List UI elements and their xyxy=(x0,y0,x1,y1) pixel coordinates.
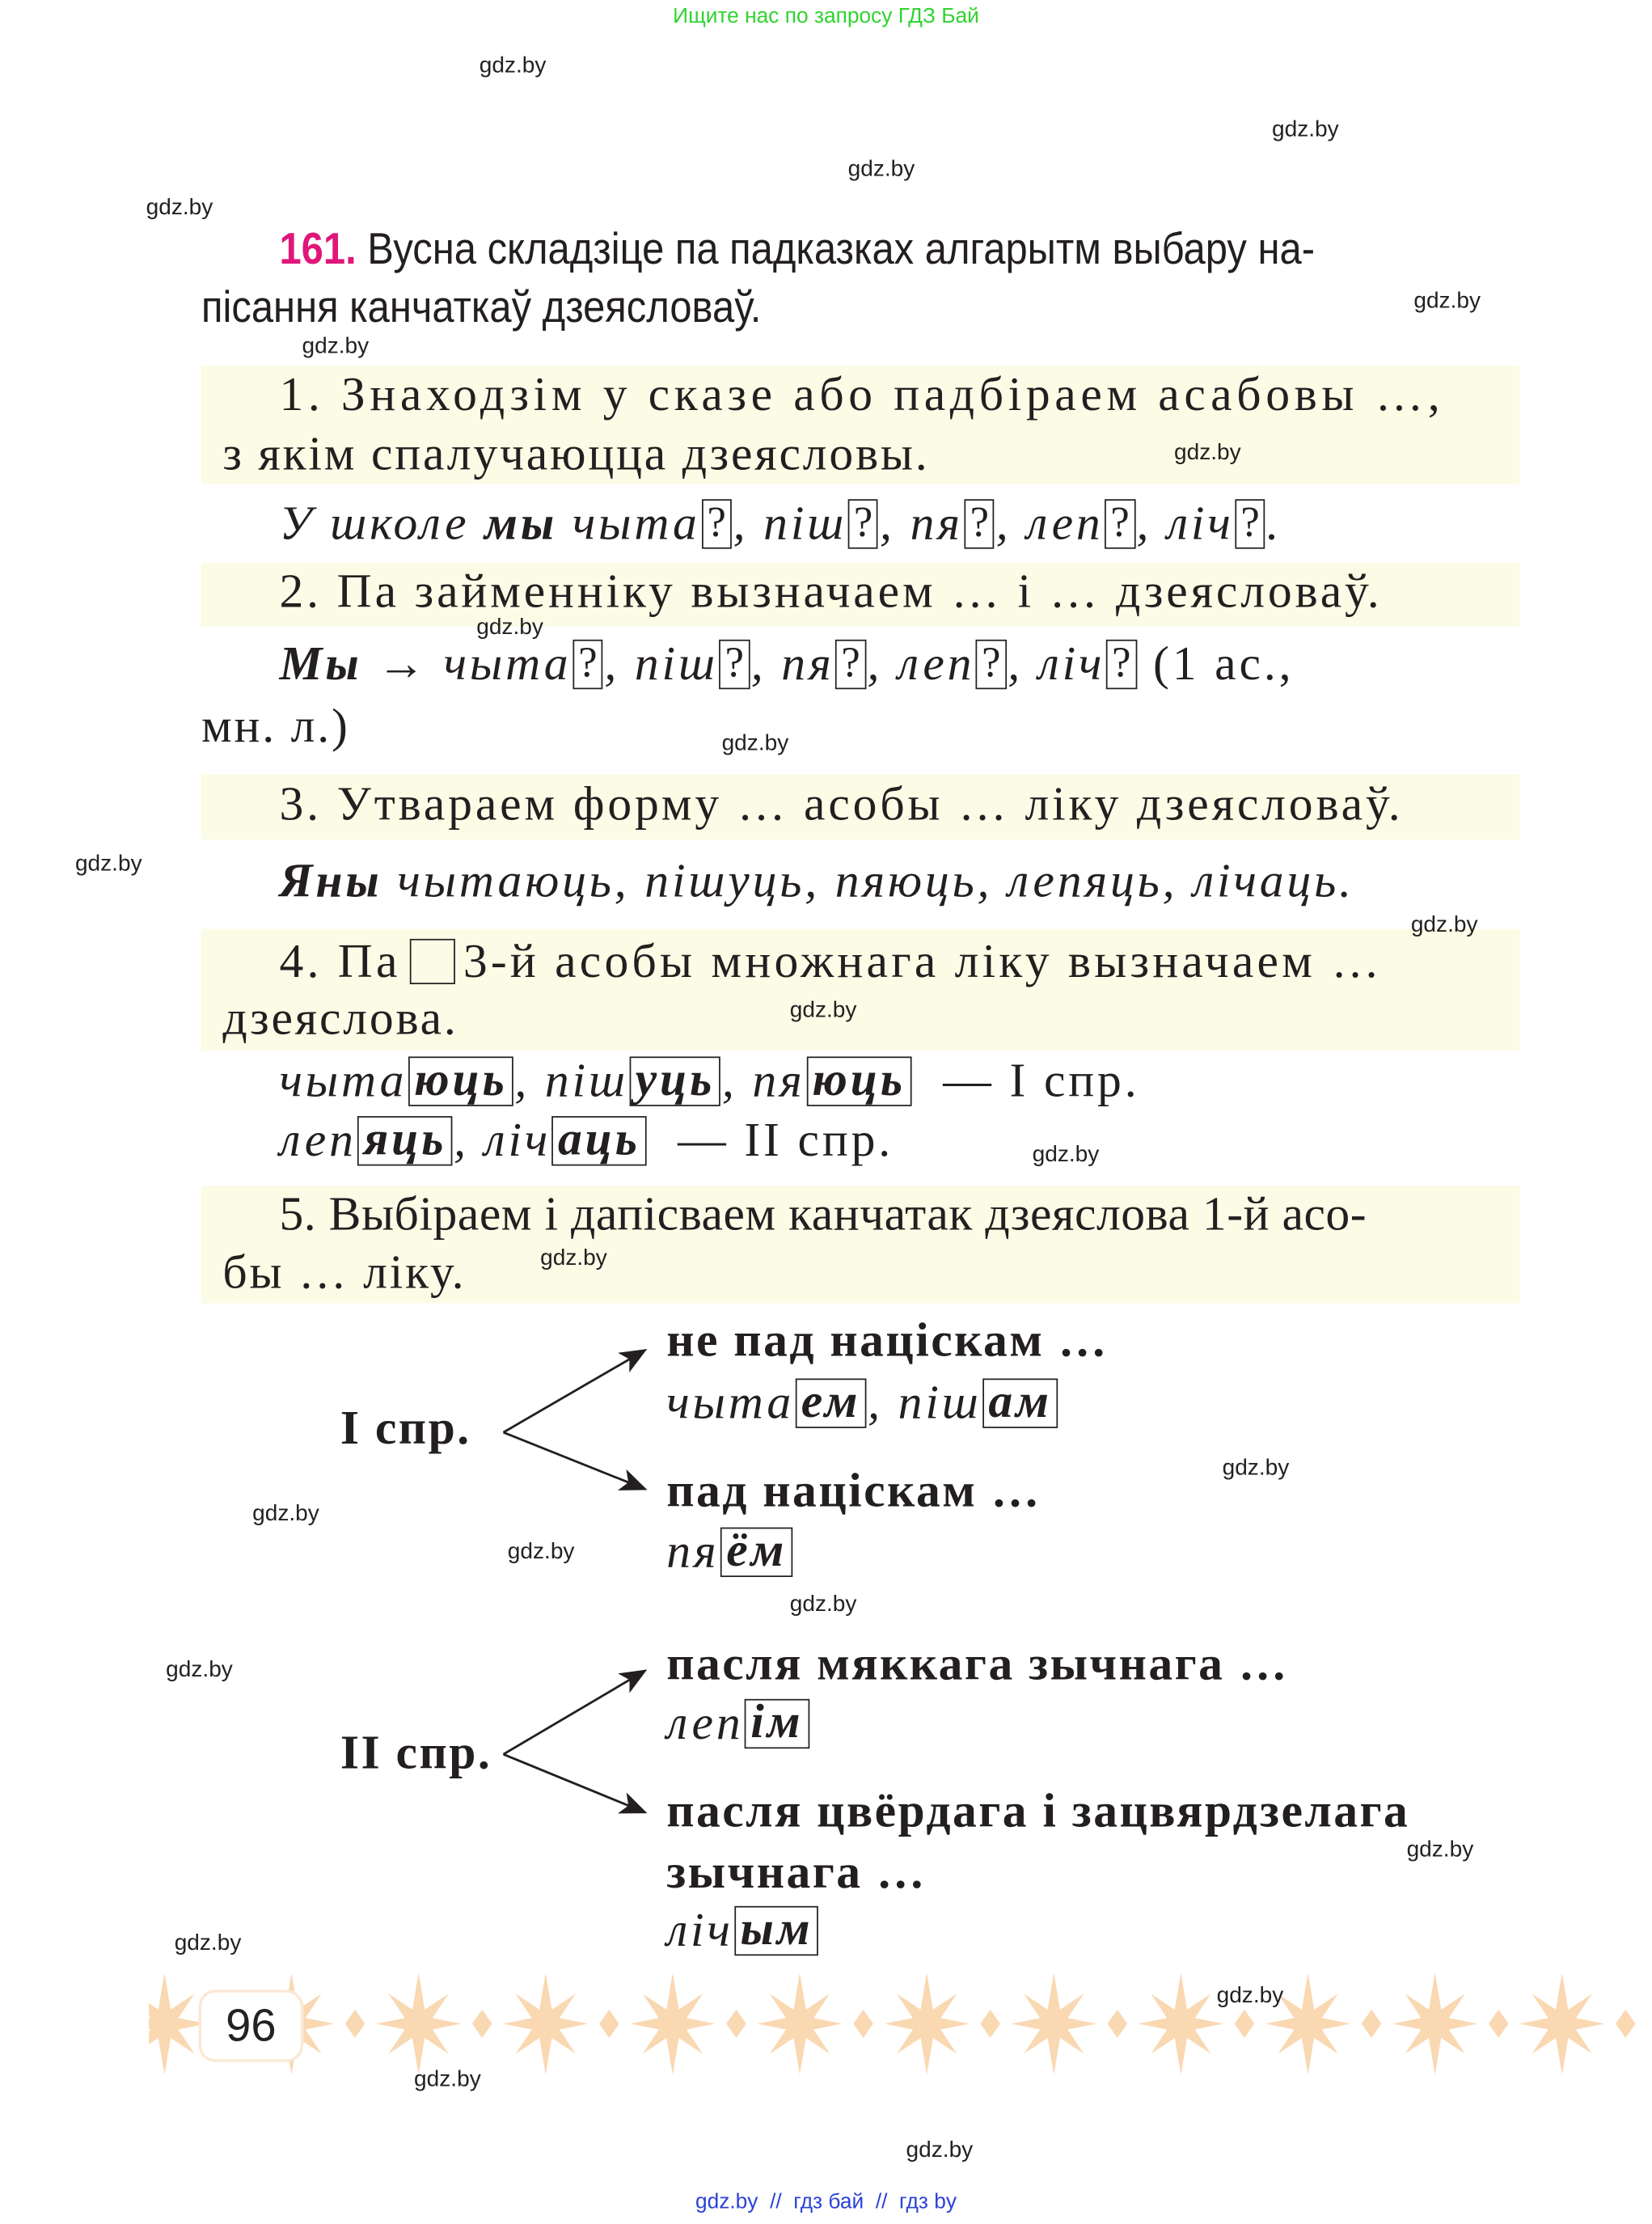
verb-stem: пя xyxy=(666,1525,720,1579)
ending-box: ем xyxy=(796,1378,867,1427)
watermark: gdz.by xyxy=(166,1657,233,1682)
ornament-diamond xyxy=(853,2010,873,2038)
watermark: gdz.by xyxy=(789,998,857,1023)
question-box: ? xyxy=(848,499,878,548)
watermark: gdz.by xyxy=(1222,1456,1290,1481)
ornament-star xyxy=(1012,1972,1096,2074)
footer-links[interactable]: gdz.by // гдз бай // гдз by xyxy=(695,2189,957,2214)
watermark: gdz.by xyxy=(507,1540,575,1565)
question-box: ? xyxy=(1106,639,1136,688)
title-text: Вусна складзіце па падказках алгарытм выбару на- xyxy=(356,224,1316,274)
example-text: чытаюць, пішуць, пяюць, лепяць, лічаць. xyxy=(382,855,1354,908)
exercise-title-line2: пісання канчаткаў дзеясловаў. xyxy=(201,281,762,332)
ending-box: юць xyxy=(408,1056,513,1106)
watermark: gdz.by xyxy=(721,731,789,756)
watermark: gdz.by xyxy=(174,1931,242,1956)
ending-box: яць xyxy=(358,1116,453,1165)
watermark: gdz.by xyxy=(1413,289,1481,314)
period: . xyxy=(1266,497,1282,551)
step-4-line2: дзеяслова. xyxy=(222,992,458,1046)
verb-stem: , піш xyxy=(604,638,718,691)
pronoun: мы xyxy=(484,497,558,551)
verb-stem: , пя xyxy=(750,638,834,691)
arrow-down-right-icon xyxy=(504,1754,645,1812)
ornament-diamond xyxy=(980,2010,1000,2038)
watermark: gdz.by xyxy=(476,615,543,640)
ornament-diamond xyxy=(345,2010,365,2038)
watermark: gdz.by xyxy=(847,157,915,182)
verb-stem: чыта xyxy=(666,1376,795,1430)
arrow-up-right-icon xyxy=(504,1350,645,1432)
watermark: gdz.by xyxy=(146,195,213,220)
ornament-diamond xyxy=(1108,2010,1128,2038)
verb-stem: ліч xyxy=(666,1905,733,1957)
watermark: gdz.by xyxy=(789,1592,857,1617)
grammar-note: (1 ас., xyxy=(1138,638,1295,691)
ending-box: уць xyxy=(630,1056,720,1106)
ornament-diamond xyxy=(1616,2010,1636,2038)
branch-soft-examples xyxy=(666,1696,810,1753)
ornament-diamond xyxy=(472,2010,492,2038)
verb-stem: леп xyxy=(666,1698,744,1750)
branch-hard-consonant-line1: пасля цвёрдага і зацвярдзелага xyxy=(666,1785,1410,1838)
example-text: У школе xyxy=(279,497,485,551)
watermark: gdz.by xyxy=(252,1502,319,1526)
ending-box: аць xyxy=(552,1116,646,1165)
ornament-star xyxy=(503,1972,588,2074)
step-1-line1: 1. Знаходзім у сказе або падбіраем асабовы …, xyxy=(279,368,1445,421)
watermark: gdz.by xyxy=(302,334,370,359)
step-2-line1: 2. Па займенніку вызначаем … і … дзеясловаў. xyxy=(279,565,1383,619)
step-5-line1: 5. Выбіраем і дапісваем канчатак дзеяслова 1-й асо- xyxy=(279,1188,1367,1241)
verb-stem: , ліч xyxy=(1136,497,1234,551)
ornament-star xyxy=(1519,1972,1604,2074)
watermark: gdz.by xyxy=(479,53,547,78)
verb-stem: , пя xyxy=(721,1055,805,1108)
watermark: gdz.by xyxy=(1271,117,1339,142)
question-box: ? xyxy=(835,639,865,688)
question-box: ? xyxy=(572,639,602,688)
question-box: ? xyxy=(965,499,995,548)
step-text: 4. Па xyxy=(279,936,401,989)
branch-stressed-examples xyxy=(666,1524,794,1581)
watermark: gdz.by xyxy=(906,2138,974,2163)
step-text: 3-й асобы множнага ліку вызначаем … xyxy=(463,936,1384,989)
watermark: gdz.by xyxy=(1032,1143,1100,1168)
watermark: gdz.by xyxy=(1410,913,1478,938)
verb-stem: , пя xyxy=(880,497,963,551)
question-box: ? xyxy=(976,639,1006,688)
verb-stem: , піш xyxy=(733,497,847,551)
ornament-diamond xyxy=(726,2010,746,2038)
page-number: 96 xyxy=(199,1989,304,2061)
watermark: gdz.by xyxy=(1173,441,1241,466)
verb-stem: , леп xyxy=(995,497,1104,551)
question-box: ? xyxy=(720,639,750,688)
question-box: ? xyxy=(1235,499,1265,548)
branch-stressed: пад націскам … xyxy=(666,1465,1041,1518)
verb-stem: , піш xyxy=(868,1376,982,1430)
verb-stem: , леп xyxy=(867,638,975,691)
branch-unstressed: не пад націскам … xyxy=(666,1314,1109,1368)
watermark: gdz.by xyxy=(74,852,142,877)
ornament-star xyxy=(885,1972,970,2074)
ending-box: юць xyxy=(806,1056,911,1106)
ornament-star xyxy=(757,1972,842,2074)
ending-box: ым xyxy=(735,1905,819,1955)
verb-stem: чыта xyxy=(443,638,572,691)
conjugation-1-label: I спр. xyxy=(340,1402,471,1456)
arrow-up-right-icon xyxy=(504,1671,645,1754)
ornament-star xyxy=(1139,1972,1223,2074)
branch-unstressed-examples xyxy=(666,1376,1058,1432)
ornament-star xyxy=(376,1972,461,2074)
example-2-line2: мн. л.) xyxy=(201,700,350,754)
top-banner[interactable]: Ищите нас по запросу ГДЗ Бай xyxy=(673,4,979,29)
question-box: ? xyxy=(701,499,731,548)
branch-hard-examples xyxy=(666,1903,820,1960)
ornament-diamond xyxy=(1489,2010,1509,2038)
ornament-diamond xyxy=(1362,2010,1382,2038)
watermark: gdz.by xyxy=(540,1246,607,1271)
verb-stem: , піш xyxy=(514,1055,628,1108)
pronoun: Яны xyxy=(279,855,382,908)
verb-stem: леп xyxy=(279,1114,357,1168)
step-1-line2: з якім спалучаюцца дзеясловы. xyxy=(222,428,930,481)
watermark: gdz.by xyxy=(1216,1984,1284,2009)
conjugation-label: — I спр. xyxy=(943,1055,1140,1108)
step-5-line2: бы … ліку. xyxy=(222,1246,467,1300)
verb-stem: чыта xyxy=(557,497,700,551)
watermark: gdz.by xyxy=(1406,1837,1474,1862)
verb-stem: , ліч xyxy=(1008,638,1105,691)
ending-box: ім xyxy=(745,1698,809,1748)
ornament-star xyxy=(630,1972,715,2074)
ending-box: ём xyxy=(720,1527,792,1576)
arrow-down-right-icon xyxy=(504,1432,645,1489)
exercise-number: 161. xyxy=(279,224,357,274)
arrow-right-icon: → xyxy=(377,638,429,691)
branch-hard-consonant-line2: зычнага … xyxy=(666,1846,927,1900)
question-box: ? xyxy=(1105,499,1134,548)
verb-stem: чыта xyxy=(279,1055,408,1108)
step-3-line1: 3. Утвараем форму … асобы … ліку дзеясловаў. xyxy=(279,778,1404,831)
ornament-diamond xyxy=(599,2010,619,2038)
ornament-star xyxy=(1392,1972,1477,2074)
pronoun: Мы xyxy=(279,638,362,691)
verb-stem: , ліч xyxy=(454,1114,551,1168)
conjugation-label: — II спр. xyxy=(678,1114,894,1168)
ornament-band xyxy=(149,1972,1652,2078)
ending-box: ам xyxy=(982,1378,1057,1427)
watermark: gdz.by xyxy=(414,2067,481,2092)
branch-soft-consonant: пасля мяккага зычнага … xyxy=(666,1638,1289,1691)
ornament-diamond xyxy=(1235,2010,1255,2038)
conjugation-2-label: II спр. xyxy=(340,1727,492,1780)
